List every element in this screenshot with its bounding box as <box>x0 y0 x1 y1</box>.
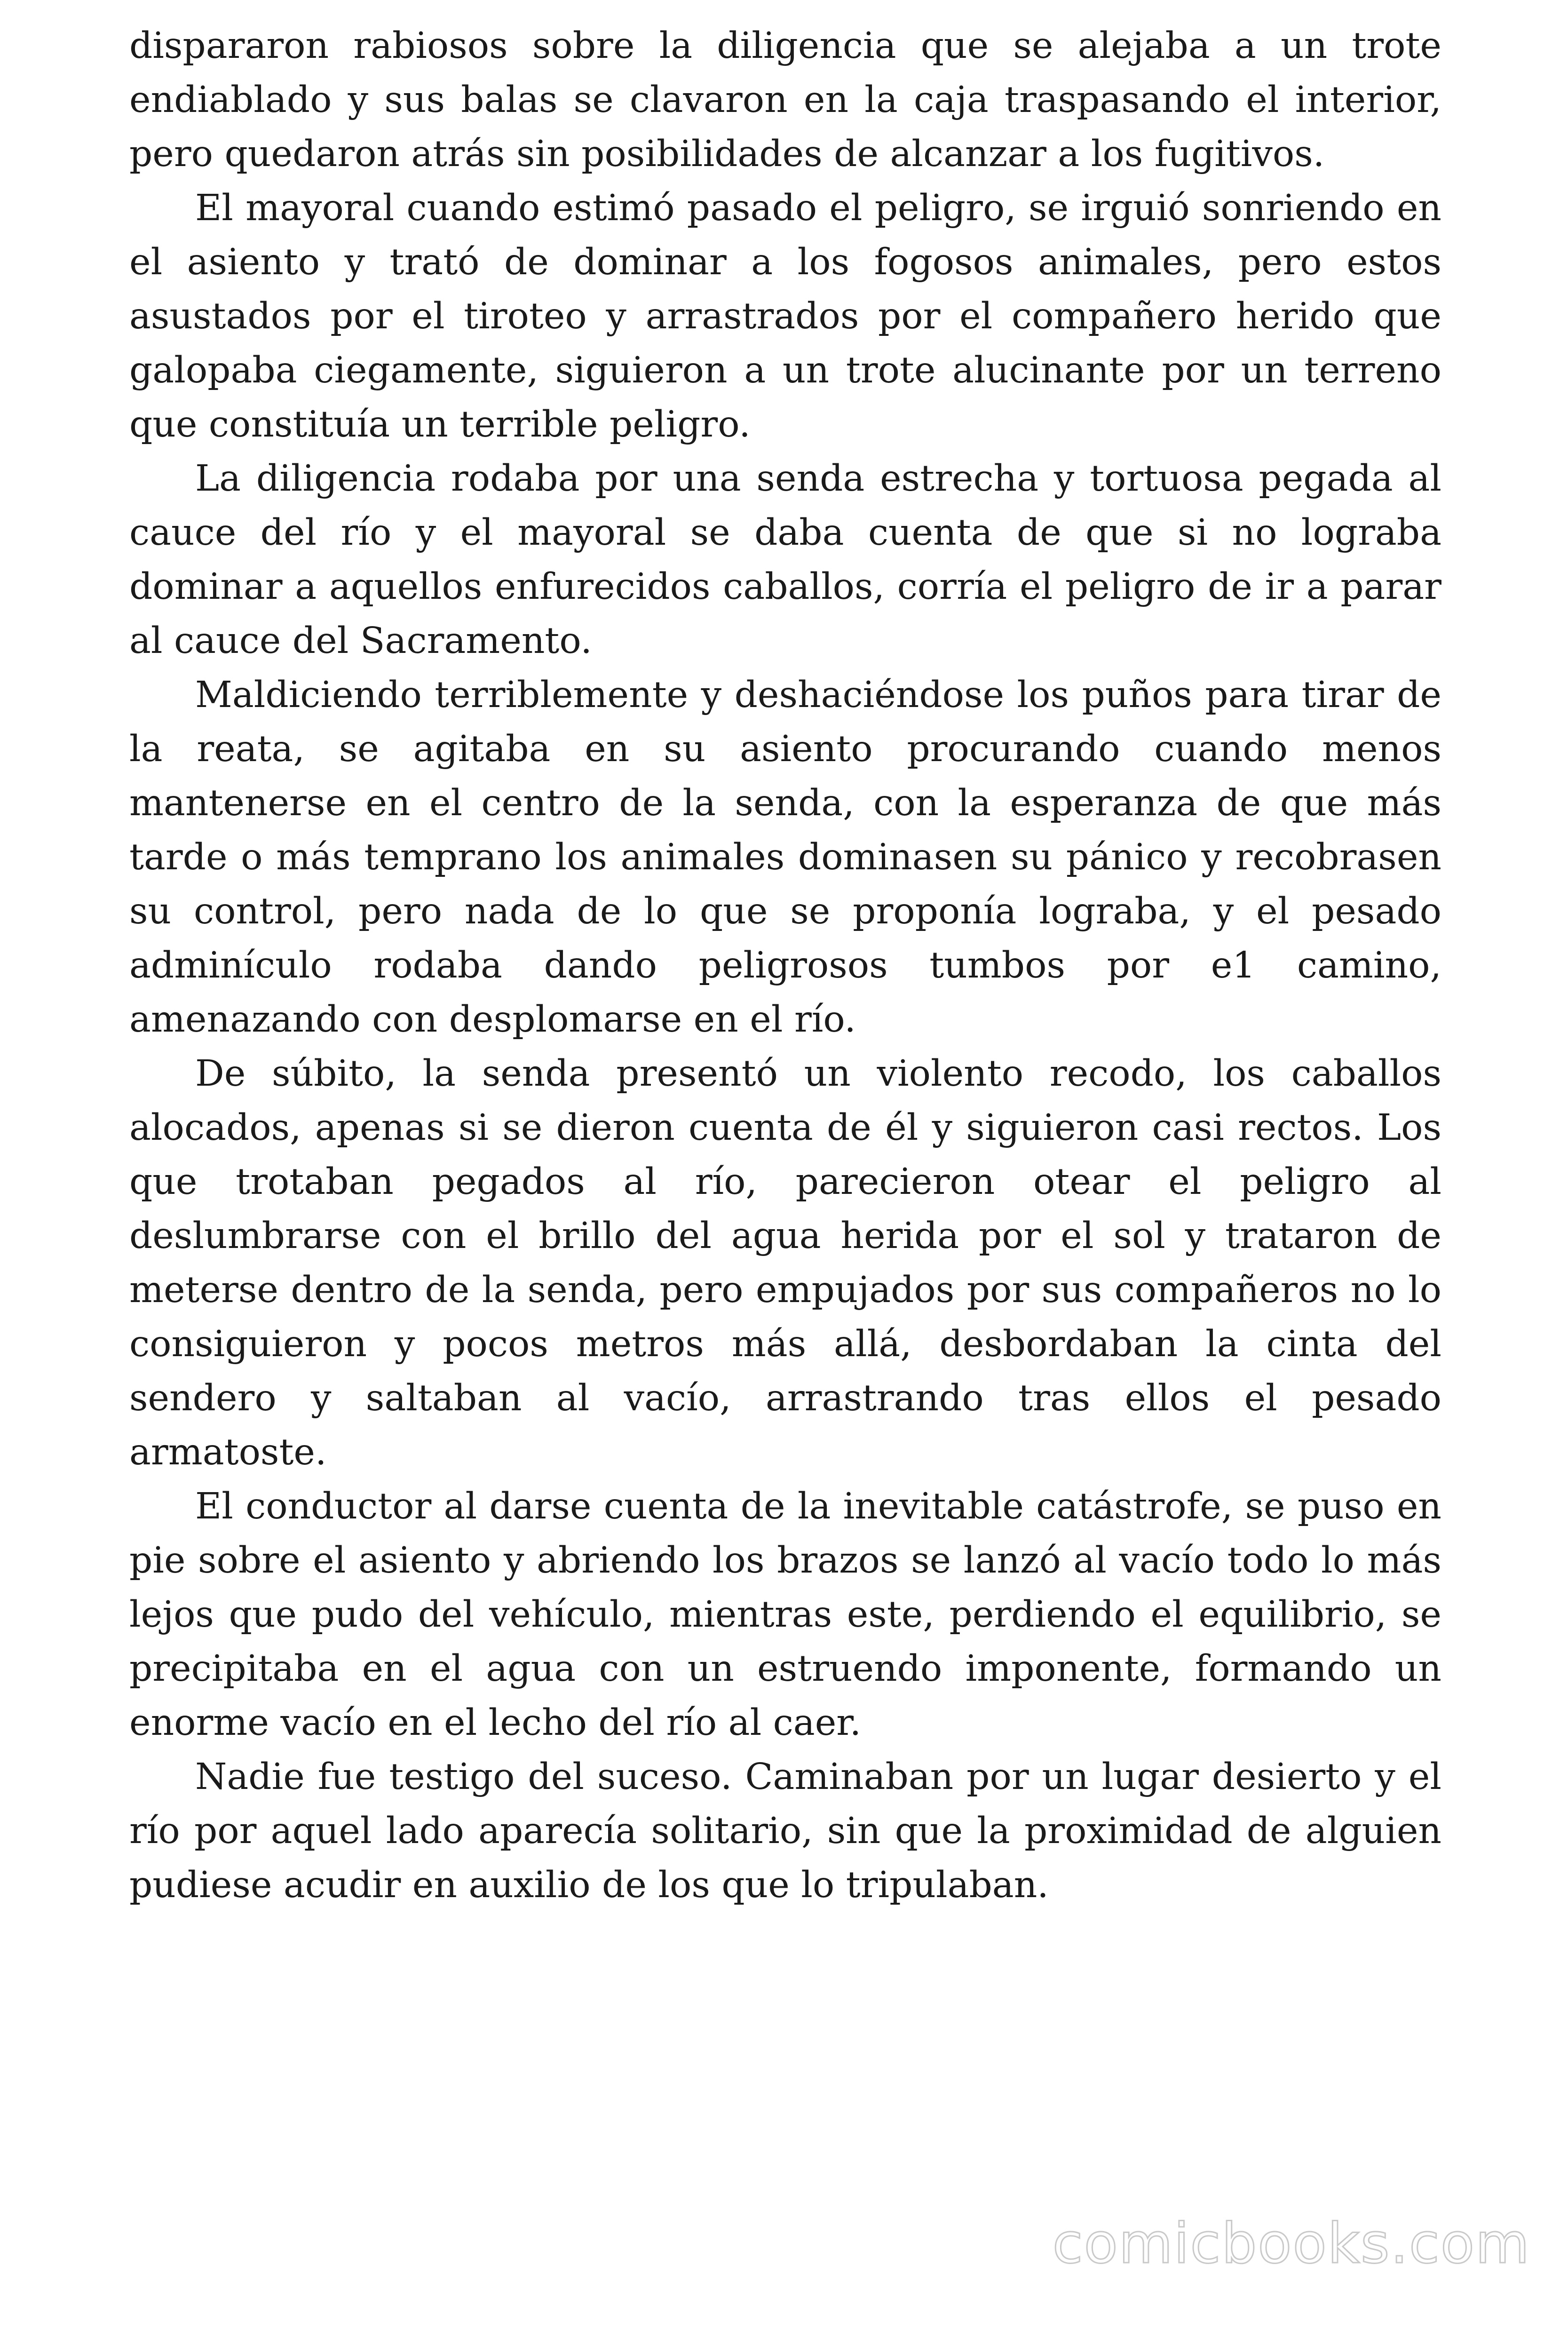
paragraph-6: El conductor al darse cuenta de la inevitable catástrofe, se puso en pie sobre el asiento y abriendo los brazos se lanzó al vacío todo lo más lejos que pudo del vehículo, mientras este, perdiendo el equilibrio, se precipitaba en el agua con un estruendo imponente, formando un enorme vacío en el lecho del río al caer. <box>129 1486 1441 1744</box>
page-text-body <box>129 19 1441 1912</box>
paragraph-3: La diligencia rodaba por una senda estrecha y tortuosa pegada al cauce del río y el mayoral se daba cuenta de que si no lograba dominar a aquellos enfurecidos caballos, corría el peligro de ir a parar al cauce del Sacramento. <box>129 458 1441 662</box>
paragraph-1: dispararon rabiosos sobre la diligencia que se alejaba a un trote endiablado y sus balas se clavaron en la caja traspasando el interior, pero quedaron atrás sin posibilidades de alcanzar a los fugitivos. <box>129 25 1441 175</box>
paragraph-5: De súbito, la senda presentó un violento recodo, los caballos alocados, apenas si se dieron cuenta de él y siguieron casi rectos. Los que trotaban pegados al río, parecieron otear el peligro al deslumbrarse con el brillo del agua herida por el sol y trataron de meterse dentro de la senda, pero empujados por sus compañeros no lo consiguieron y pocos metros más allá, desbordaban la cinta del sendero y saltaban al vacío, arrastrando tras ellos el pesado armatoste. <box>129 1053 1441 1473</box>
paragraph-2: El mayoral cuando estimó pasado el peligro, se irguió sonriendo en el asiento y trató de dominar a los fogosos animales, pero estos asustados por el tiroteo y arrastrados por el compañero herido que galopaba ciegamente, siguieron a un trote alucinante por un terreno que constituía un terrible peligro. <box>129 187 1441 445</box>
paragraph-7: Nadie fue testigo del suceso. Caminaban por un lugar desierto y el río por aquel lado aparecía solitario, sin que la proximidad de alguien pudiese acudir en auxilio de los que lo tripulaban. <box>129 1756 1441 1906</box>
paragraph-4: Maldiciendo terriblemente y deshaciéndose los puños para tirar de la reata, se agitaba en su asiento procurando cuando menos mantenerse en el centro de la senda, con la esperanza de que más tarde o más temprano los animales dominasen su pánico y recobrasen su control, pero nada de lo que se proponía lograba, y el pesado adminículo rodaba dando peligrosos tumbos por e1 camino, amenazando con desplomarse en el río. <box>129 674 1441 1041</box>
watermark-text: comicbooks.com <box>1052 2211 1530 2276</box>
